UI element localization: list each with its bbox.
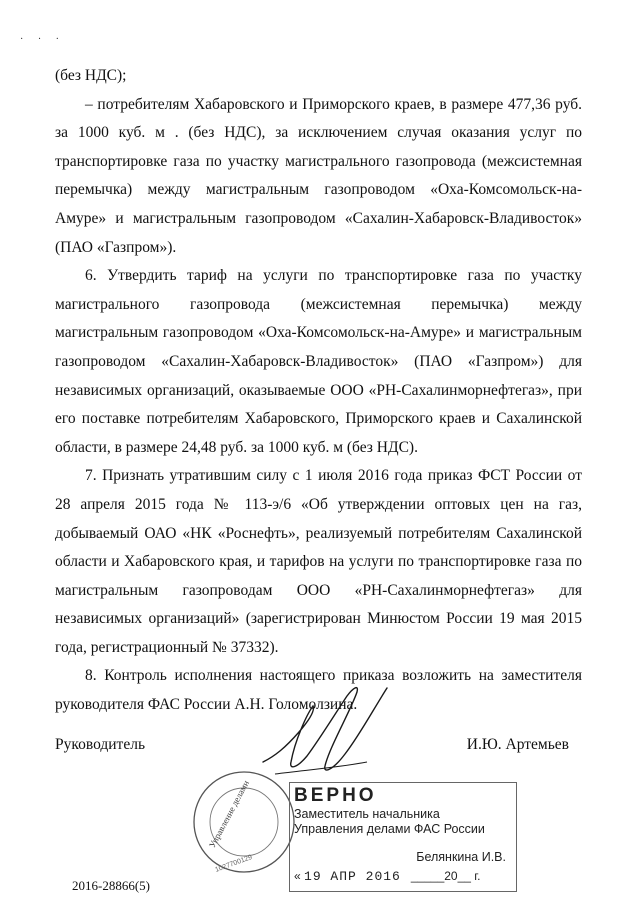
- stamp-date-handwritten: 19 АПР 2016: [304, 869, 401, 884]
- signatory-title: Руководитель: [55, 736, 146, 753]
- handwritten-signature: [255, 670, 395, 790]
- stamp-date: [294, 869, 481, 884]
- stamp-position-line2: Управления делами ФАС России: [294, 822, 485, 836]
- stamp-name: Белянкина И.В.: [416, 850, 506, 864]
- stamp-verno: ВЕРНО: [294, 785, 377, 806]
- seal-inner-text: Управление делами: [206, 778, 252, 850]
- stamp-date-prefix: «: [294, 869, 301, 883]
- page-marks: · · ·: [20, 34, 65, 45]
- stamp-position-line1: Заместитель начальника: [294, 807, 440, 821]
- paragraph-item-7: 7. Признать утратившим силу с 1 июля 2016 года приказ ФСТ России от 28 апреля 2015 года № 113-э/6 «Об утверждении оптовых цен на газ, добываемый ОАО «НК «Роснефть», реализуемый потребителям Сахалинской области и Хабаровского края, и тарифов на услуги по транспортировке газа по магистральным газопроводам ООО «РН-Сахалинморнефтегаз» для независимых организаций» (зарегистрирован Минюстом России 19 мая 2015 года, регистрационный № 37332).: [55, 467, 582, 656]
- stamp-date-blank: _____20__ г.: [410, 869, 481, 883]
- paragraph-continuation: (без НДС);: [55, 67, 127, 84]
- signatory-name: И.Ю. Артемьев: [466, 736, 569, 753]
- paragraph-item-6: 6. Утвердить тариф на услуги по транспортировке газа по участку магистрального газопровода (межсистемная перемычка) между магистральным газопроводом «Оха-Комсомольск-на-Амуре» и магистральным газопроводом «Сахалин-Хабаровск-Владивосток» (ПАО «Газпром») для независимых организаций, оказываемые ООО «РН-Сахалинморнефтегаз», при его поставке потребителям Хабаровского, Приморского краев и Сахалинской области, в размере 24,48 руб. за 1000 куб. м (без НДС).: [55, 267, 582, 456]
- document-body: [55, 62, 582, 720]
- seal-number: 1027700129: [214, 853, 254, 874]
- document-number: 2016-28866(5): [72, 878, 150, 893]
- paragraph-item-8: 8. Контроль исполнения настоящего приказа возложить на заместителя руководителя ФАС России А.Н. Голомолзина.: [55, 667, 582, 714]
- verification-stamp: [289, 782, 517, 892]
- paragraph-consumers: – потребителям Хабаровского и Приморского краев, в размере 477,36 руб. за 1000 куб. м . (без НДС), за исключением случая оказания услуг по транспортировке газа по участку магистрального газопровода (межсистемная перемычка) между магистральным газопроводом «Оха-Комсомольск-на-Амуре» и магистральным газопроводом «Сахалин-Хабаровск-Владивосток» (ПАО «Газпром»).: [55, 95, 582, 256]
